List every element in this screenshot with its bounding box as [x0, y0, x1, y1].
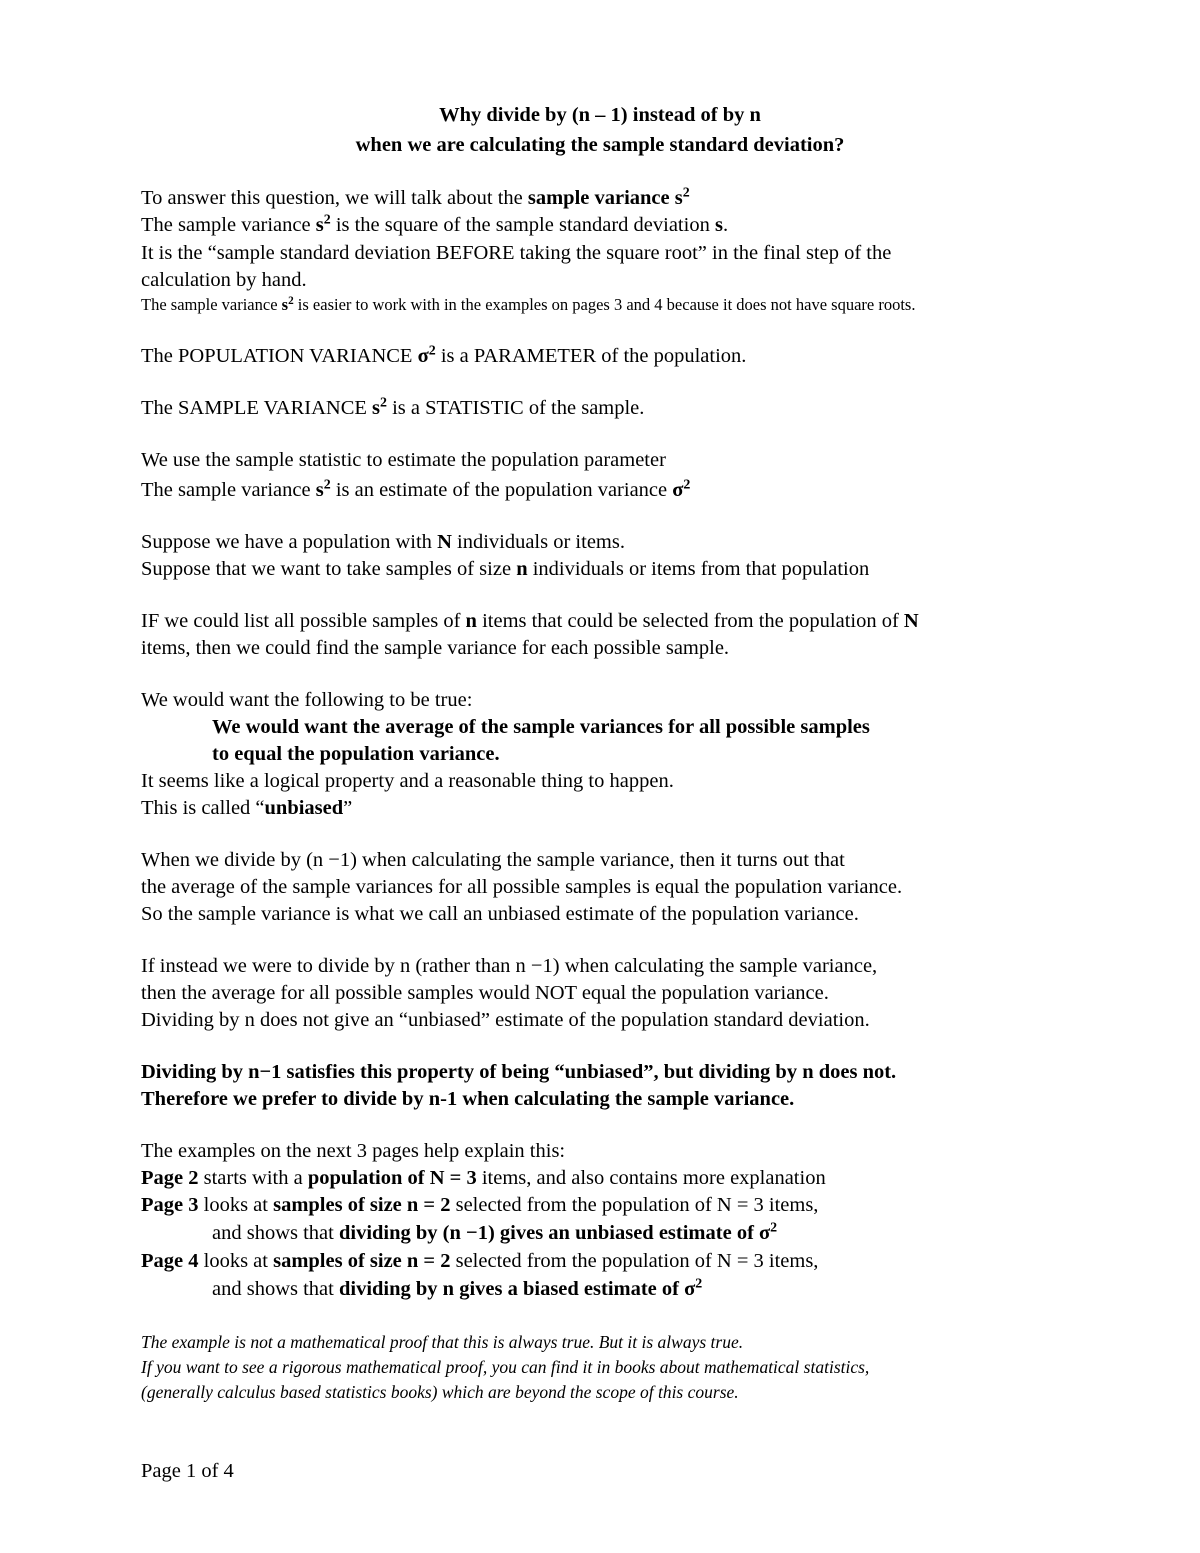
examples-page-3-detail: and shows that dividing by (n −1) gives an unbiased estimate of $\sigma^2$ — [212, 1220, 778, 1244]
sample-variance-line: The SAMPLE VARIANCE $s^2$ is a STATISTIC of the sample. — [141, 395, 645, 419]
estimate-line-1: We use the sample statistic to estimate the population parameter — [141, 449, 666, 471]
population-variance-line: The POPULATION VARIANCE $\sigma^2$ is a PARAMETER of the population. — [141, 343, 747, 367]
divide-n-line-3: Dividing by n does not give an “unbiased” estimate of the population standard deviation. — [141, 1009, 870, 1031]
estimate-line-2: The sample variance $s^2$ is an estimate of the population variance $\sigma^2$ — [141, 477, 691, 501]
iflist-line-1: IF we could list all possible samples of n items that could be selected from the population of N — [141, 610, 919, 632]
divide-n-minus-1-line-2: the average of the sample variances for all possible samples is equal the population variance. — [141, 876, 903, 898]
note-line-1: The example is not a mathematical proof that this is always true. But it is always true. — [141, 1332, 744, 1352]
want-line-1: We would want the following to be true: — [141, 689, 473, 711]
iflist-line-2: items, then we could find the sample variance for each possible sample. — [141, 637, 730, 659]
intro-line-1: To answer this question, we will talk about the sample variance $s^2$ — [141, 185, 690, 209]
note-line-3: (generally calculus based statistics books) which are beyond the scope of this course. — [141, 1382, 739, 1402]
divide-n-line-2: then the average for all possible samples would NOT equal the population variance. — [141, 982, 829, 1004]
intro-line-2: The sample variance $s^2$ is the square of the sample standard deviation s. — [141, 212, 729, 236]
suppose-line-2: Suppose that we want to take samples of size n individuals or items from that population — [141, 558, 870, 580]
want-line-4: It seems like a logical property and a reasonable thing to happen. — [141, 770, 674, 792]
want-line-3: to equal the population variance. — [212, 743, 500, 765]
intro-line-4: calculation by hand. — [141, 269, 307, 291]
conclusion-line-2: Therefore we prefer to divide by n-1 when calculating the sample variance. — [141, 1088, 795, 1110]
page-number: Page 1 of 4 — [141, 1460, 234, 1482]
want-line-5: This is called “unbiased” — [141, 797, 353, 819]
divide-n-minus-1-line-1: When we divide by (n −1) when calculating the sample variance, then it turns out that — [141, 849, 845, 871]
title-line-1: Why divide by (n – 1) instead of by n — [439, 104, 761, 126]
intro-line-3: It is the “sample standard deviation BEFORE taking the square root” in the final step of the — [141, 242, 892, 264]
intro-note: The sample variance $s^2$ is easier to work with in the examples on pages 3 and 4 because it does not have square roots. — [141, 294, 916, 314]
conclusion-line-1: Dividing by n−1 satisfies this property of being “unbiased”, but dividing by n does not. — [141, 1061, 897, 1083]
divide-n-minus-1-line-3: So the sample variance is what we call an unbiased estimate of the population variance. — [141, 903, 859, 925]
want-line-2: We would want the average of the sample variances for all possible samples — [212, 716, 870, 738]
divide-n-line-1: If instead we were to divide by n (rather than n −1) when calculating the sample variance, — [141, 955, 878, 977]
title-line-2: when we are calculating the sample standard deviation? — [355, 134, 845, 156]
suppose-line-1: Suppose we have a population with N individuals or items. — [141, 531, 625, 553]
note-line-2: If you want to see a rigorous mathematical proof, you can find it in books about mathematical statistics, — [141, 1357, 870, 1377]
examples-page-3: Page 3 looks at samples of size n = 2 selected from the population of N = 3 items, — [141, 1194, 819, 1216]
examples-intro: The examples on the next 3 pages help explain this: — [141, 1140, 566, 1162]
examples-page-4: Page 4 looks at samples of size n = 2 selected from the population of N = 3 items, — [141, 1250, 819, 1272]
examples-page-4-detail: and shows that dividing by n gives a biased estimate of $\sigma^2$ — [212, 1276, 703, 1300]
examples-page-2: Page 2 starts with a population of N = 3 items, and also contains more explanation — [141, 1167, 826, 1189]
